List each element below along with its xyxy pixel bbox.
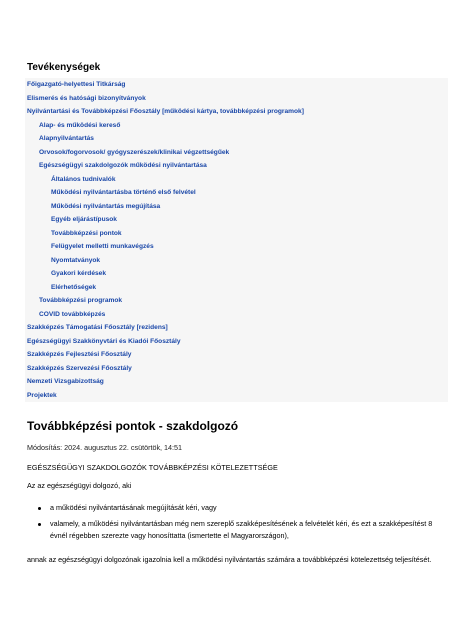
bullet-icon (38, 507, 41, 510)
modified-date: Módosítás: 2024. augusztus 22. csütörtök, 14:51 (27, 443, 183, 452)
menu-item-felugyelet-melletti-munkavegzes[interactable]: Felügyelet melletti munkavégzés (51, 243, 154, 250)
menu-item-nyomtatvanyok[interactable]: Nyomtatványok (51, 257, 101, 264)
menu-item-megujitas[interactable]: Működési nyilvántartás megújítása (51, 203, 161, 210)
menu-item-szakkonyvtari-es-kiadoi[interactable]: Egészségügyi Szakkönyvtári és Kiadói Főosztály (27, 338, 181, 345)
menu-item-egyeb-eljarastipusok[interactable]: Egyéb eljárástípusok (51, 216, 117, 223)
bullet-icon (38, 523, 41, 526)
menu-item-elismeres[interactable]: Elismerés és hatósági bizonyítványok (27, 95, 146, 102)
list-item (27, 502, 447, 514)
menu-item-szakkepzes-fejlesztesi[interactable]: Szakképzés Fejlesztési Főosztály (27, 351, 132, 358)
menu-item-nemzeti-vizsgabizottsag[interactable]: Nemzeti Vizsgabizottság (27, 378, 104, 385)
menu-item-elerhetosegek[interactable]: Elérhetőségek (51, 284, 97, 291)
menu-item-projektek[interactable]: Projektek (27, 392, 57, 399)
list-item-text: a működési nyilvántartásának megújítását kéri, vagy (50, 503, 217, 512)
menu-item-gyakori-kerdesek[interactable]: Gyakori kérdések (51, 270, 106, 277)
menu-item-orvosok[interactable]: Orvosok/fogorvosok/ gyógyszerészek/klinikai végzettségűek (39, 149, 230, 156)
menu-item-szakkepzes-tamogatasi[interactable]: Szakképzés Támogatási Főosztály [rezidens] (27, 324, 168, 331)
menu-item-alapnyilvantartas[interactable]: Alapnyilvántartás (39, 135, 94, 142)
list-item (27, 518, 447, 542)
activities-heading: Tevékenységek (27, 62, 101, 73)
menu-item-szakkepzes-szervezesi[interactable]: Szakképzés Szervezési Főosztály (27, 365, 132, 372)
intro-paragraph: Az az egészségügyi dolgozó, aki (27, 481, 132, 490)
section-subheading: EGÉSZSÉGÜGYI SZAKDOLGOZÓK TOVÁBBKÉPZÉSI KÖTELEZETTSÉGE (27, 463, 278, 472)
menu-item-tovabbkepzesi-programok[interactable]: Továbbképzési programok (39, 297, 123, 304)
menu-item-foigazgato-helyettesi-titkarsag[interactable]: Főigazgató-helyettesi Titkárság (27, 81, 126, 88)
menu-item-covid-tovabbkepzes[interactable]: COVID továbbképzés (39, 311, 106, 318)
menu-item-altalanos-tudnivalok[interactable]: Általános tudnivalók (51, 176, 116, 183)
conditions-list (27, 502, 447, 546)
menu-item-elso-felvetel[interactable]: Működési nyilvántartásba történő első felvétel (51, 189, 196, 196)
menu-item-alap-es-mukodesi-kereso[interactable]: Alap- és működési kereső (39, 122, 121, 129)
menu-item-szakdolgozok-nyilvantartasa[interactable]: Egészségügyi szakdolgozók működési nyilvántartása (39, 162, 207, 169)
menu-item-nyilvantartasi-foosztaly[interactable]: Nyilvántartási és Továbbképzési Főosztály [működési kártya, továbbképzési programok] (27, 108, 304, 115)
menu-item-tovabbkepzesi-pontok[interactable]: Továbbképzési pontok (51, 230, 122, 237)
closing-paragraph: annak az egészségügyi dolgozónak igazolnia kell a működési nyilvántartás számára a továbbképzési kötelezettség teljesítését. (27, 555, 432, 564)
list-item-text: valamely, a működési nyilvántartásban még nem szereplő szakképesítésének a felvételét kéri, és ezt a szakképesítést 8 évnél régebben szerezte vagy honosíttatta (ismertette el Magyarországon), (50, 519, 433, 540)
page-title: Továbbképzési pontok - szakdolgozó (27, 419, 239, 433)
